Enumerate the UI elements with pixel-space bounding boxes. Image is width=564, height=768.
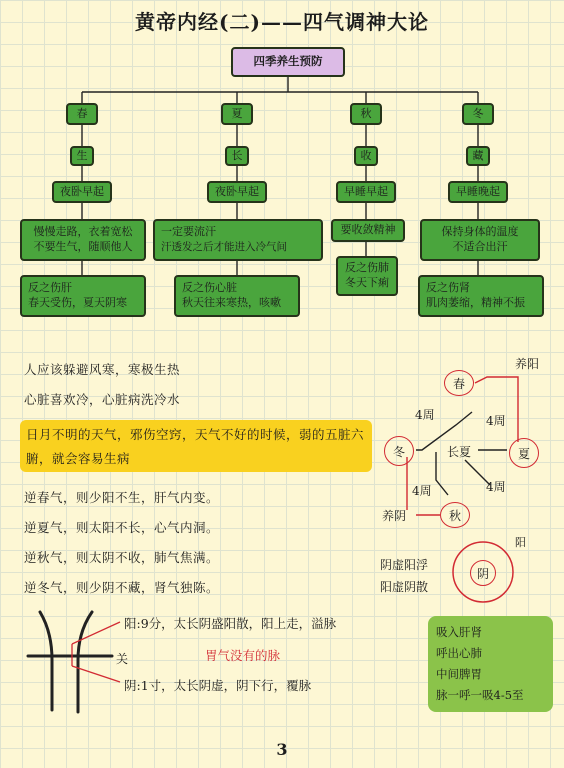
yinyang-inner-circle [470,560,496,586]
rule-spring: 逆春气，则少阳不生，肝气内变。 [24,490,220,505]
cycle-winter-label: 冬 [392,444,405,459]
cycle-week-1: 4周 [415,408,435,422]
yinyang-line-2: 阳虚阴散 [380,580,429,594]
verb-label: 收 [360,148,372,162]
advice-line: 保持身体的温度 [441,225,519,239]
highlight-note: 日月不明的天气，邪伤空窍，天气不好的时候，弱的五脏六腑，就会容易生病 [20,420,372,472]
yinyang-inner-label: 阴 [476,566,489,581]
harm-line: 反之伤肺 [345,261,389,275]
cycle-center: 长夏 [447,445,472,459]
advice-line: 不要生气，随顺他人 [33,240,133,253]
cycle-week-3: 4周 [412,484,432,498]
harm-line: 冬天下痢 [345,276,389,289]
cycle-autumn [440,502,470,528]
cycle-summer-label: 夏 [517,446,530,461]
advice-line: 汗透发之后才能进入冷气间 [161,241,287,254]
cycle-summer [509,438,539,468]
yinyang-outer-label: 阳 [515,536,526,549]
pulse-note-box [428,616,553,712]
harm-line: 春天受伤，夏天阴寒 [28,296,127,309]
cycle-winter [384,436,414,466]
pulse-middle: 胃气没有的脉 [205,648,281,663]
season-label: 春 [76,106,88,120]
pulse-note-line: 呼出心肺 [436,646,482,660]
harm-line: 反之伤肾 [426,281,470,295]
cycle-yang-label: 养阳 [515,357,540,371]
rule-autumn: 逆秋气，则太阴不收，肺气焦满。 [24,550,220,565]
harm-line: 反之伤肝 [28,281,72,295]
rule-winter: 逆冬气，则少阴不藏，肾气独陈。 [24,580,220,595]
harm-line: 反之伤心脏 [182,281,237,295]
pulse-note-line: 脉一呼一吸4-5至 [436,688,524,702]
yinyang-line-1: 阴虚阳浮 [380,558,429,572]
harm-line: 肌肉萎缩，精神不振 [426,296,525,309]
pulse-yang: 阳:9分，太长阴盛阳散，阳上走，溢脉 [124,616,337,631]
advice-line: 一定要流汗 [161,225,216,239]
pulse-guan: 关 [116,652,129,666]
verb-label: 生 [76,148,88,162]
season-label: 冬 [472,106,484,120]
sleep-label: 早睡晚起 [456,184,500,198]
advice-line: 不适合出汗 [452,240,508,253]
verb-label: 长 [231,148,243,162]
cycle-yin-label: 养阴 [382,509,407,523]
sleep-label: 夜卧早起 [215,184,259,198]
cycle-spring-label: 春 [452,376,465,391]
harm-line: 秋天往来寒热，咳嗽 [182,296,281,309]
season-label: 夏 [231,106,243,120]
pulse-note-line: 吸入肝肾 [436,625,482,639]
page-number: 3 [276,740,288,759]
pulse-note-line: 中间脾胃 [436,667,482,681]
sleep-label: 早睡早起 [344,184,388,198]
note-line-2: 心脏喜欢冷，心脏病洗冷水 [24,392,181,407]
cycle-week-2: 4周 [486,414,506,428]
verb-label: 藏 [472,148,484,162]
pulse-yin: 阴:1寸，太长阴虚，阴下行，覆脉 [124,678,312,693]
page-title: 黄帝内经(二)——四气调神大论 [135,10,429,34]
cycle-spring [444,370,474,396]
advice-line: 慢慢走路，衣着宽松 [33,225,133,239]
cycle-week-4: 4周 [486,480,506,494]
note-line-1: 人应该躲避风寒，寒极生热 [24,362,181,377]
sleep-label: 夜卧早起 [60,184,104,198]
root-label: 四季养生预防 [253,54,323,69]
advice-line: 要收敛精神 [340,223,396,237]
cycle-autumn-label: 秋 [448,508,461,523]
season-label: 秋 [360,106,372,120]
rule-summer: 逆夏气，则太阳不长，心气内洞。 [24,520,220,535]
